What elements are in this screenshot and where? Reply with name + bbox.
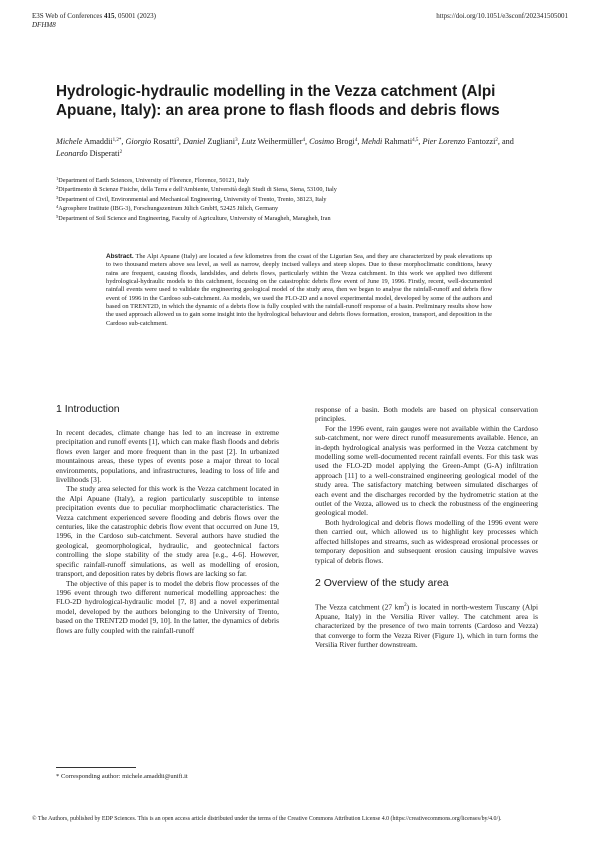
conference-name: DFHM8: [32, 21, 56, 29]
affiliation-text: Department of Soil Science and Engineering, Faculty of Agriculture, University of Maragheh, Maragheh, Iran: [58, 214, 331, 222]
author-separator: ,: [237, 137, 242, 146]
article-number: , 05001 (2023): [114, 12, 156, 20]
footnote-label: * Corresponding author:: [56, 773, 121, 780]
affiliation-number: 4: [56, 204, 59, 210]
affiliation-item: [56, 204, 536, 213]
intro-paragraph-3: The objective of this paper is to model the debris flow processes of the 1996 event through two different numerical modelling approaches: the FLO-2D hydrological-hydraulic model [7, 8] and a novel experimental model, developed by the authors belonging to the University of Trento, based on the TRENT2D model [9, 10]. In the latter, the dynamics of debris flows are fully coupled with the rainfall-runoff: [56, 578, 279, 635]
author-separator: ,: [121, 137, 126, 146]
author-given-name: Cosimo: [309, 137, 335, 146]
abstract-label: Abstract.: [106, 253, 134, 260]
author-separator: ,: [357, 137, 362, 146]
author-affiliation-marker: 4,5: [412, 138, 419, 143]
affiliation-text: Department of Civil, Environmental and Mechanical Engineering, University of Trento, Trento, 38123, Italy: [58, 195, 327, 203]
footnote: [56, 772, 188, 781]
affiliation-number: 1: [56, 176, 59, 181]
affiliation-item: [56, 185, 536, 194]
author-separator: ,: [304, 137, 310, 146]
affiliation-text: Department of Earth Sciences, University of Florence, Florence, 50121, Italy: [58, 177, 250, 184]
paper-title: Hydrologic-hydraulic modelling in the Vezza catchment (Alpi Apuane, Italy): an area prone to flash floods and debris flows: [56, 83, 500, 119]
section-heading-study-area: 2 Overview of the study area: [315, 576, 449, 589]
journal-name: E3S Web of Conferences: [32, 12, 103, 20]
author-surname: Zugliani: [207, 137, 236, 146]
affiliation-item: [56, 214, 536, 223]
study-text-a: The Vezza catchment (27 km: [315, 602, 405, 612]
author-separator: , and: [497, 137, 514, 146]
study-text-b: ) is located in north-western Tuscany (Alpi Apuane, Italy) in the Versilia River valley. The catchment area is characterized by the presence of two main torrents (Cardoso and Vezza) that converge to form the Vezza River (Figure 1), which in turn forms the Versilia River further downstream.: [315, 602, 538, 649]
doi-link[interactable]: https://doi.org/10.1051/e3sconf/202341505001: [436, 12, 568, 20]
running-header: [32, 12, 156, 30]
author-surname: Disperati: [89, 149, 120, 158]
corresponding-email[interactable]: michele.amaddii@unifi.it: [122, 773, 188, 780]
abstract-text: The Alpi Apuane (Italy) are located a few kilometres from the coast of the Ligurian Sea, and they are characterized by peak elevations up to two thousand meters above sea level, as well as narrow, deeply incised valleys and steep slopes. Due to these morphoclimatic conditions, heavy rains are frequent, causing floods, landslides, and debris flows, particularly within the Vezza catchment. In this work we applied two different hydrological-hydraulic models to this catchment, focusing on the catastrophic debris flow event of June 19, 1996. Firstly, recent, well-documented rainfall events were used to validate the engineering geological model of the study area, then we began to analyse the rainfall-runoff and debris flow event of 1996 in the Cardoso sub-catchment. As models, we used the FLO-2D and a novel experimental model, developed by some of the authors and based on TRENT2D, in which the dynamic of a debris flow is fully coupled with the rainfall-runoff response of a basin. Preliminary results show how the used approach allowed us to gain some insight into the hydrological behaviour and debris flows formation, erosion, transport, and deposition in the Cardoso sub-catchment.: [106, 253, 493, 327]
journal-volume: 415: [104, 12, 115, 20]
author-surname: Brogi: [336, 137, 355, 146]
author-affiliation-marker: 4: [302, 138, 305, 143]
author-separator: ,: [418, 137, 423, 146]
abstract: [106, 253, 492, 328]
author-affiliation-marker: 2: [495, 138, 498, 143]
license-notice: © The Authors, published by EDP Sciences. This is an open access article distributed under the terms of the Creative Commons Attribution License 4.0 (https://creativecommons.org/licenses/by/4.0/).: [32, 816, 502, 822]
affiliation-item: [56, 195, 536, 204]
left-column: [56, 403, 279, 635]
affiliation-number: 3: [56, 194, 59, 200]
author-surname: Weihermüller: [257, 137, 303, 146]
area-unit-superscript: 2: [404, 602, 407, 608]
intro-paragraph-4: For the 1996 event, rain gauges were not available within the Cardoso sub-catchment, nor were direct runoff measurements available. Hence, an in-depth hydrological analysis was performed in the Vezza catchment by modelling some well-documented recent rainfall events. For this task was used the FLO-2D model applying the Green-Ampt (G-A) infiltration approach [11] to a well-constrained engineering geological model of the study area. The satisfactory matching between simulated discharges of each event and the discharges recorded by the hydrometric station at the outlet of the Vezza, allowed us to check the robustness of the engineering geological model.: [315, 423, 538, 518]
author-separator: ,: [178, 137, 183, 146]
right-column: [315, 405, 538, 649]
footnote-divider: [56, 767, 136, 768]
affiliation-item: [56, 176, 536, 185]
journal-citation: [32, 12, 156, 21]
affiliation-number: 2: [56, 185, 59, 191]
author-affiliation-marker: 3: [176, 138, 179, 143]
affiliation-number: 5: [56, 213, 59, 219]
author-given-name: Daniel: [182, 137, 206, 146]
author-affiliation-marker: 1,2*: [112, 138, 122, 143]
author-given-name: Leonardo: [56, 149, 88, 158]
affiliation-text: Agrosphere Institute (IBG-3), Forschungszentrum Jülich GmbH, 52425 Jülich, Germany: [58, 205, 279, 213]
author-surname: Rosatti: [153, 137, 177, 146]
study-area-paragraph-1: [315, 601, 538, 650]
author-list: [56, 136, 540, 160]
intro-paragraph-1: In recent decades, climate change has led to an increase in extreme precipitation and runoff events [1], which can make flash floods and debris flows even larger and more frequent than in the past [2]. In urbanized mountainous areas, these types of events pose a major threat to local environments, populations, and infrastructures, leading to loss of life and livelihoods [3].: [56, 428, 279, 485]
intro-paragraph-5: Both hydrological and debris flows modelling of the 1996 event were then carried out, which allowed us to highlight key processes which affected hillslopes and streams, such as widespread erosional processes or temporary deposition and subsequent erosion causing impulsive waves typical of debris flows.: [315, 517, 538, 565]
author-given-name: Giorgio: [125, 137, 152, 146]
author-surname: Rahmati: [384, 137, 413, 146]
author-given-name: Pier Lorenzo: [422, 137, 466, 146]
author-affiliation-marker: 2: [119, 150, 123, 155]
author-given-name: Lutz: [241, 137, 256, 146]
intro-paragraph-3-continued: response of a basin. Both models are based on physical conservation principles.: [315, 405, 538, 424]
author-surname: Fantozzi: [467, 137, 496, 146]
author-surname: Amaddii: [83, 137, 113, 146]
affiliation-list: [56, 176, 536, 223]
intro-paragraph-2: The study area selected for this work is the Vezza catchment located in the Alpi Apuane (Italy), a region particularly susceptible to intense precipitation events due to peculiar morphoclimatic characteristics. The Vezza catchment experienced severe flooding and debris flows over the centuries, like the catastrophic debris flow event that occurred on June 19, 1996, in the Cardoso sub-catchment. Several authors have studied the geological, geomorphological, hydraulic, and geotechnical factors controlling the slope stability of the study area [e.g., 4-6]. However, specific rainfall-runoff simulations, as well as modelling of erosion, transport, and deposition rates by debris flows are lacking so far.: [56, 484, 279, 579]
author-given-name: Michele: [56, 137, 83, 146]
author-given-name: Mehdi: [361, 137, 383, 146]
section-heading-introduction: 1 Introduction: [56, 403, 120, 415]
author-affiliation-marker: 3: [235, 138, 238, 143]
affiliation-text: Dipartimento di Scienze Fisiche, della Terra e dell'Ambiente, Università degli Studi di Siena, Siena, 53100, Italy: [58, 186, 337, 194]
author-affiliation-marker: 4: [354, 138, 358, 143]
